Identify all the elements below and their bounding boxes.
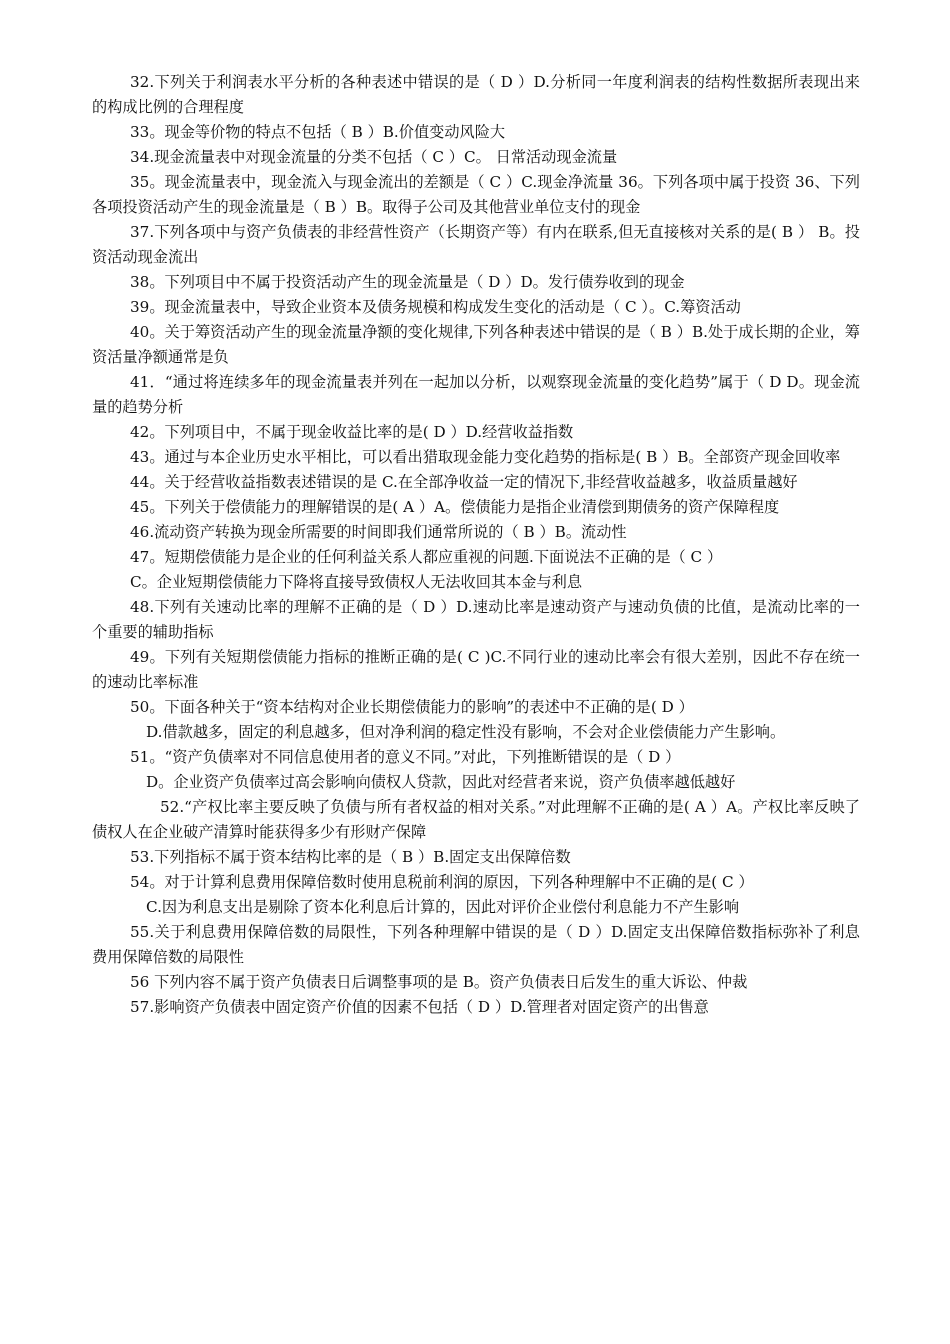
question-paragraph: 55.关于利息费用保障倍数的局限性，下列各种理解中错误的是（ D ）D.固定支出保障倍数指标弥补了利息费用保障倍数的局限性 [92, 923, 860, 966]
question-paragraph: 51。“资产负债率对不同信息使用者的意义不同。”对此，下列推断错误的是（ D ） [130, 748, 681, 766]
question-paragraph: D。企业资产负债率过高会影响向债权人贷款，因此对经营者来说，资产负债率越低越好 [146, 773, 736, 791]
question-paragraph: 32.下列关于利润表水平分析的各种表述中错误的是（ D ）D.分析同一年度利润表的结构性数据所表现出来的构成比例的合理程度 [92, 73, 860, 116]
question-paragraph: D.借款越多，固定的利息越多，但对净利润的稳定性没有影响，不会对企业偿债能力产生影响。 [146, 723, 786, 741]
question-paragraph: 57.影响资产负债表中固定资产价值的因素不包括（ D ）D.管理者对固定资产的出售意 [130, 998, 709, 1016]
question-paragraph: 56 下列内容不属于资产负债表日后调整事项的是 B。资产负债表日后发生的重大诉讼、仲裁 [130, 973, 748, 991]
question-paragraph: 43。通过与本企业历史水平相比，可以看出猎取现金能力变化趋势的指标是( B ）B。全部资产现金回收率 [130, 448, 841, 466]
question-paragraph: 44。关于经营收益指数表述错误的是 C.在全部净收益一定的情况下,非经营收益越多，收益质量越好 [130, 473, 798, 491]
document-body [92, 70, 860, 1020]
question-paragraph: 50。下面各种关于“资本结构对企业长期偿债能力的影响”的表述中不正确的是( D ） [130, 698, 694, 716]
question-paragraph: 47。短期偿债能力是企业的任何利益关系人都应重视的问题.下面说法不正确的是（ C ） [130, 548, 723, 566]
question-paragraph: C.因为利息支出是剔除了资本化利息后计算的，因此对评价企业偿付利息能力不产生影响 [146, 898, 740, 916]
question-paragraph: 33。现金等价物的特点不包括（ B ）B.价值变动风险大 [130, 123, 506, 141]
question-paragraph: 34.现金流量表中对现金流量的分类不包括（ C ）C。 日常活动现金流量 [130, 148, 618, 166]
question-paragraph: 49。下列有关短期偿债能力指标的推断正确的是( C )C.不同行业的速动比率会有很大差别，因此不存在统一的速动比率标准 [92, 648, 860, 691]
question-paragraph: 35。现金流量表中，现金流入与现金流出的差额是（ C ）C.现金净流量 36。下列各项中属于投资 36、下列各项投资活动产生的现金流量是（ B ）B。取得子公司及其他营业单位支付的现金 [92, 173, 860, 216]
question-paragraph: 39。现金流量表中，导致企业资本及债务规模和构成发生变化的活动是（ C ）。C.筹资活动 [130, 298, 741, 316]
question-paragraph: 45。下列关于偿债能力的理解错误的是( A ）A。偿债能力是指企业清偿到期债务的资产保障程度 [130, 498, 780, 516]
question-paragraph: 52.“产权比率主要反映了负债与所有者权益的相对关系。”对此理解不正确的是( A ）A。产权比率反映了债权人在企业破产清算时能获得多少有形财产保障 [92, 798, 860, 841]
question-paragraph: 42。下列项目中，不属于现金收益比率的是( D ）D.经营收益指数 [130, 423, 574, 441]
question-paragraph: 46.流动资产转换为现金所需要的时间即我们通常所说的（ B ）B。流动性 [130, 523, 627, 541]
question-paragraph: 41．“通过将连续多年的现金流量表并列在一起加以分析，以观察现金流量的变化趋势”属于（ D D。现金流量的趋势分析 [92, 373, 860, 416]
question-paragraph: 40。关于筹资活动产生的现金流量净额的变化规律,下列各种表述中错误的是（ B ）B.处于成长期的企业，筹资活量净额通常是负 [92, 323, 860, 366]
question-paragraph: 53.下列指标不属于资本结构比率的是（ B ）B.固定支出保障倍数 [130, 848, 571, 866]
question-paragraph: 54。对于计算利息费用保障倍数时使用息税前利润的原因，下列各种理解中不正确的是( C ） [130, 873, 754, 891]
question-paragraph: 37.下列各项中与资产负债表的非经营性资产（长期资产等）有内在联系,但无直接核对关系的是( B ） B。投资活动现金流出 [92, 223, 860, 266]
question-paragraph: 48.下列有关速动比率的理解不正确的是（ D ）D.速动比率是速动资产与速动负债的比值，是流动比率的一个重要的辅助指标 [92, 598, 860, 641]
question-paragraph: 38。下列项目中不属于投资活动产生的现金流量是（ D ）D。发行债券收到的现金 [130, 273, 685, 291]
question-paragraph: C。企业短期偿债能力下降将直接导致债权人无法收回其本金与利息 [130, 573, 583, 591]
